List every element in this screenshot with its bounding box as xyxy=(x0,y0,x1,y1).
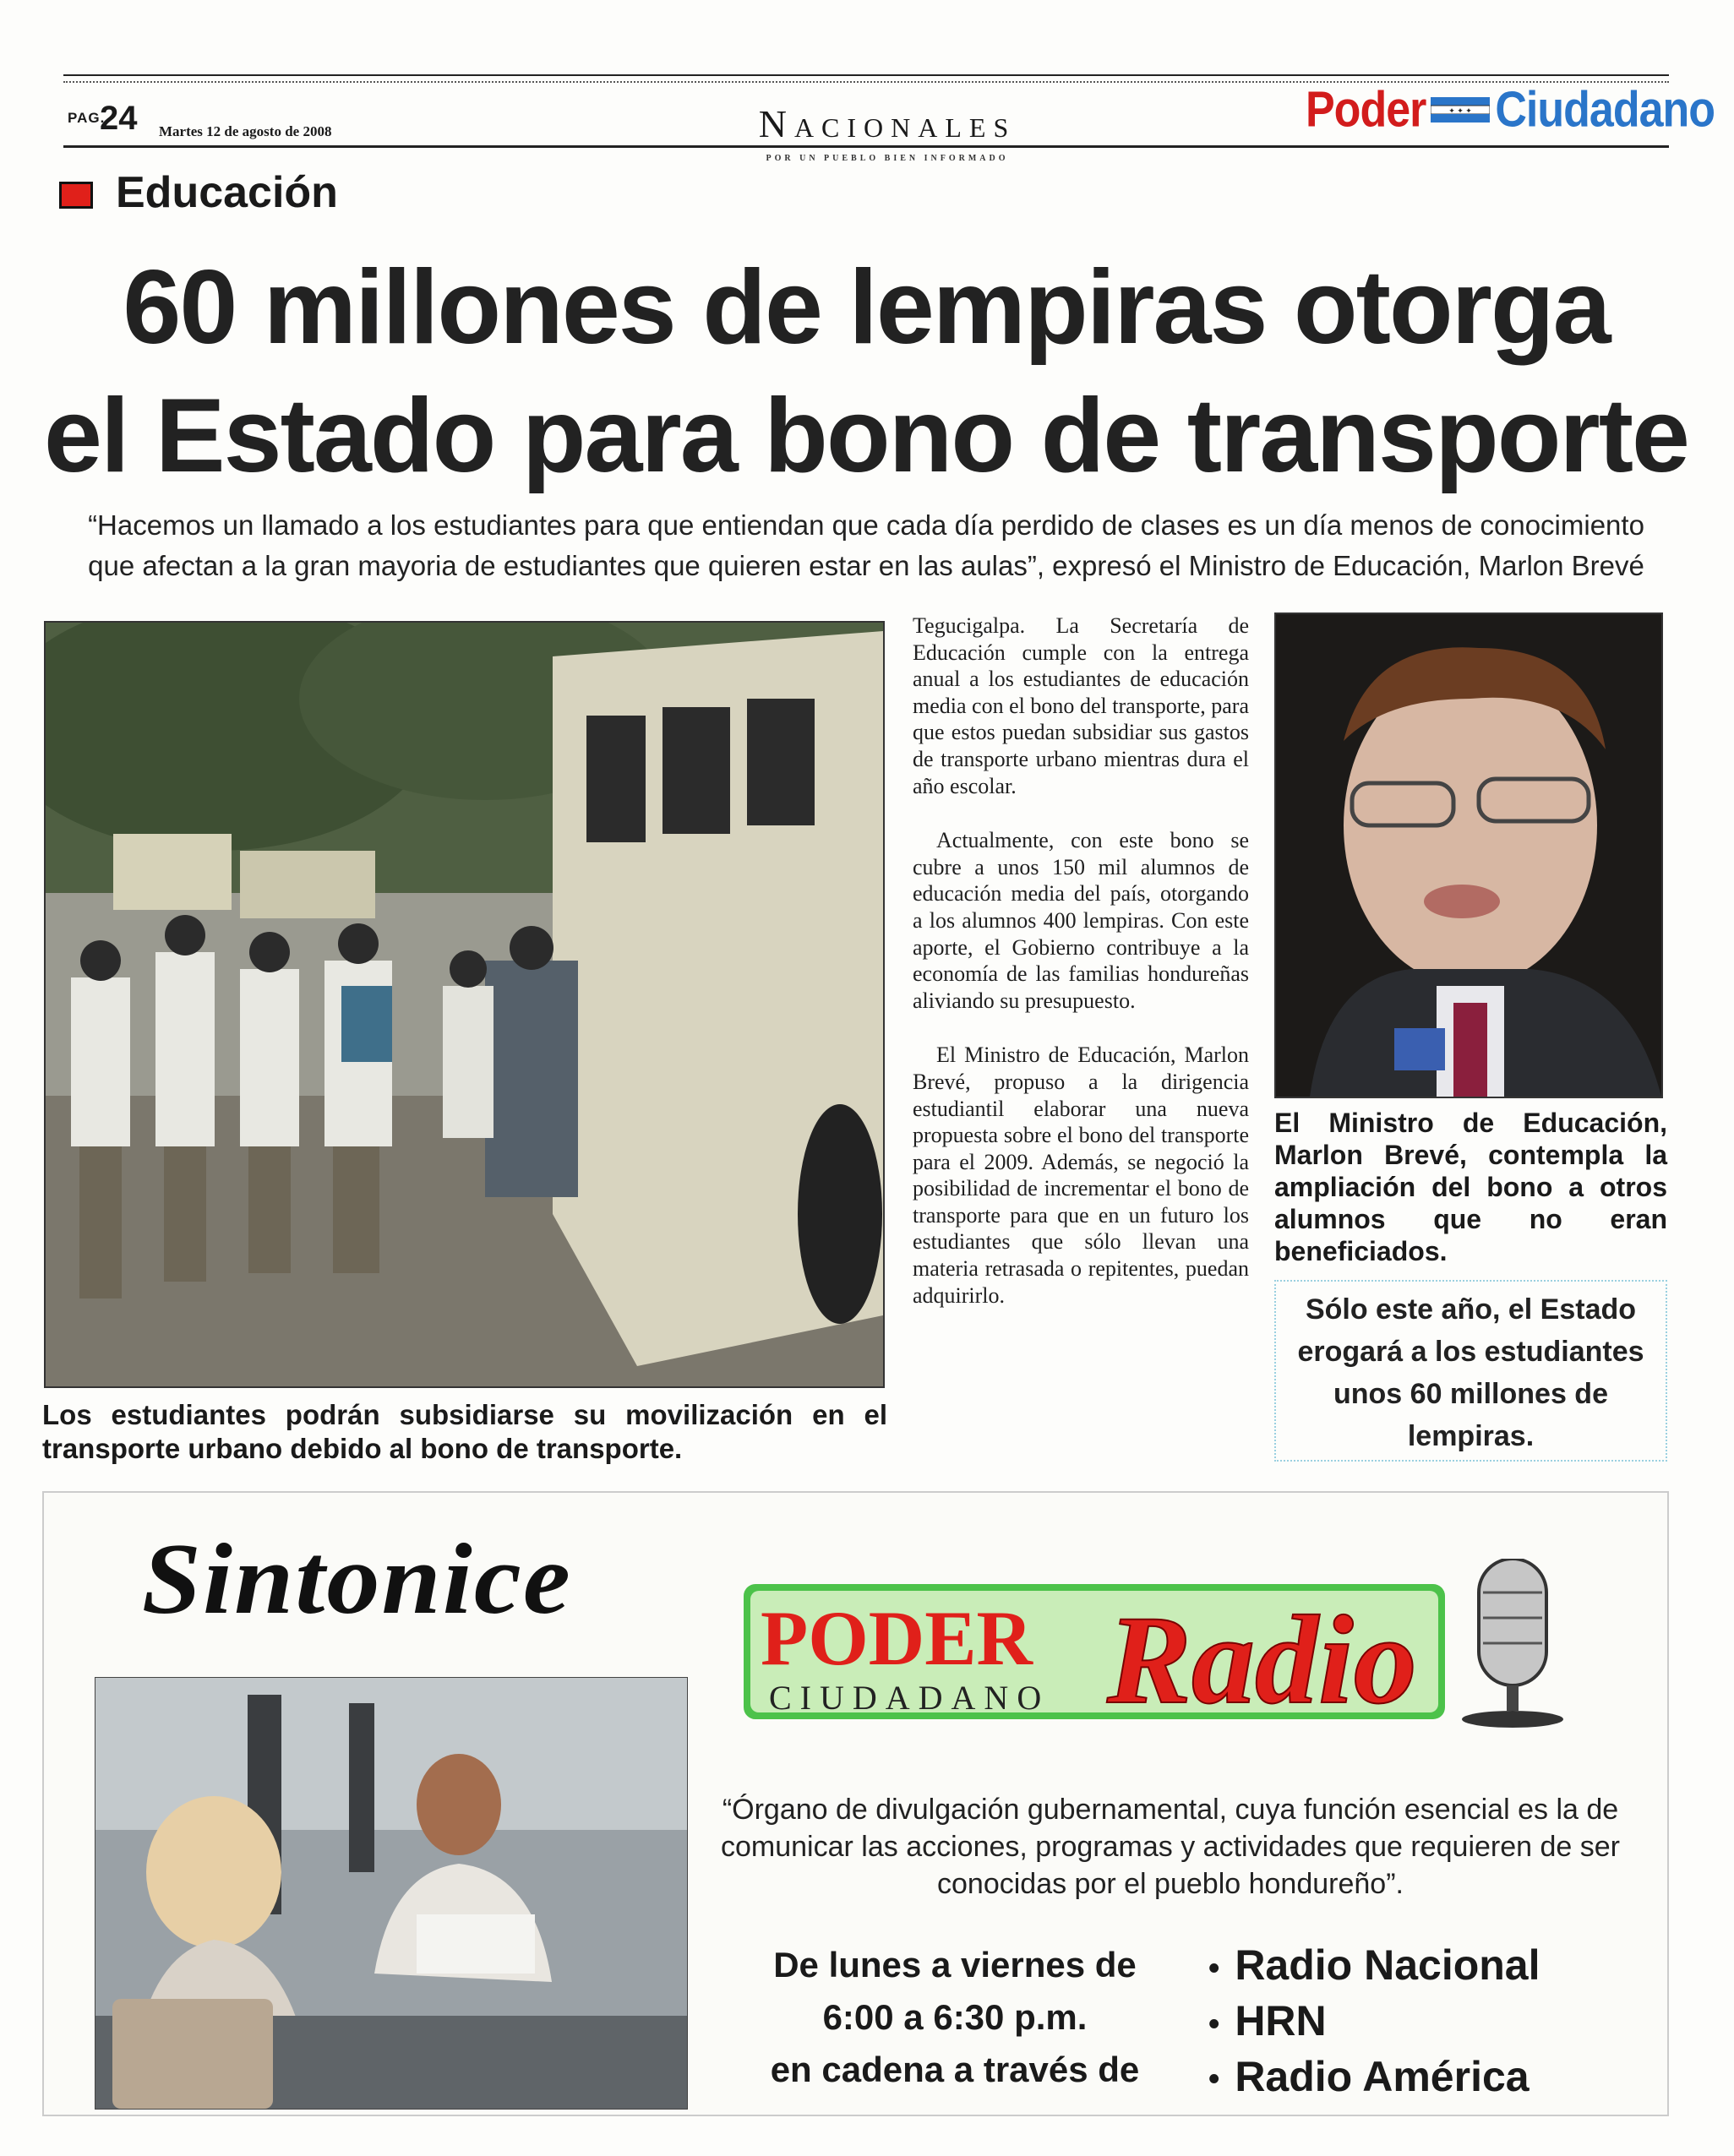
poder-ciudadano-radio-logo xyxy=(744,1559,1589,1728)
microphone-icon xyxy=(1462,1559,1563,1728)
ad-quote: “Órgano de divulgación gubernamental, cuya función esencial es la de comunicar las acciones, programas y actividades que requieren de ser conocidas por el pueblo hondureño”. xyxy=(721,1794,1620,1900)
page-label: PAG. xyxy=(68,110,106,126)
article-body xyxy=(913,612,1249,1337)
minister-photo-caption: El Ministro de Educación, Marlon Brevé, contempla la ampliación del bono a otros alumnos que no eran beneficiados. xyxy=(1274,1108,1667,1266)
radio-studio-photo xyxy=(95,1677,688,2110)
headline-line-1: 60 millones de lempiras otorga xyxy=(123,249,1610,366)
broadcast-schedule xyxy=(718,1939,1191,2096)
body-paragraph: Actualmente, con este bono se cubre a unos 150 mil alumnos de educación media del país, otorgando a los alumnos 400 lempiras. Con este aporte, el Gobierno contribuye a la economía de las familias hondureñas aliviando su presupuesto. xyxy=(913,828,1249,1013)
category-label: Educación xyxy=(116,168,338,217)
brand-ciudadano: Ciudadano xyxy=(1495,81,1715,139)
masthead-rule-top xyxy=(63,74,1669,76)
masthead-rule-dotted xyxy=(63,81,1669,83)
schedule-time: 6:00 a 6:30 p.m. xyxy=(822,1997,1088,2037)
logo-poder-text: PODER xyxy=(761,1595,1033,1681)
headline xyxy=(34,243,1699,500)
section-title: Nacionales xyxy=(758,102,1017,145)
station-list xyxy=(1208,1939,1648,2105)
body-paragraph: El Ministro de Educación, Marlon Brevé, propuso a la dirigencia estudiantil elaborar una nueva propuesta sobre el bono del transporte para el 2009. Además, se negoció la posibilidad de incrementar el bono de transporte para que en un futuro los estudiantes que sólo llevan una materia retrasada o repitentes, puedan adquirirlo. xyxy=(913,1043,1249,1308)
pull-quote: Sólo este año, el Estado erogará a los estudiantes unos 60 millones de lempiras. xyxy=(1274,1280,1667,1462)
section-tagline: POR UN PUEBLO BIEN INFORMADO xyxy=(766,154,1009,163)
deck-quote: “Hacemos un llamado a los estudiantes para que entiendan que cada día perdido de clases es un día menos de conocimiento que afectan a la gran mayoria de estudiantes que quieren estar en las aulas”, expresó el Ministro de Educación, Marlon Brevé xyxy=(88,509,1644,581)
page-number: 24 xyxy=(100,100,138,137)
schedule-days: De lunes a viernes de xyxy=(773,1945,1137,1984)
headline-line-2: el Estado para bono de transporte xyxy=(44,378,1688,494)
issue-date: Martes 12 de agosto de 2008 xyxy=(159,123,332,139)
masthead-rule-bottom xyxy=(63,145,1669,148)
svg-text:✦ ✦ ✦: ✦ ✦ ✦ xyxy=(1448,106,1473,115)
logo-radio-text: Radio xyxy=(1107,1590,1417,1728)
category-marker-icon xyxy=(59,182,93,209)
station-item: • HRN xyxy=(1208,1995,1648,2050)
body-paragraph: Tegucigalpa. La Secretaría de Educación cumple con la entrega anual a los estudiantes de educación media con el bono del transporte, para que estos puedan subsidiar sus gastos de transporte urbano mientras dura el año escolar. xyxy=(913,613,1249,798)
bus-photo-caption: Los estudiantes podrán subsidiarse su movilización en el transporte urbano debido al bono de transporte. xyxy=(42,1399,887,1464)
flag-icon xyxy=(1431,97,1490,122)
brand-logo xyxy=(1306,81,1715,139)
minister-portrait-photo xyxy=(1274,612,1663,1098)
logo-ciudadano-text: CIUDADANO xyxy=(769,1679,1050,1717)
schedule-network: en cadena a través de xyxy=(770,2050,1140,2089)
brand-poder: Poder xyxy=(1306,81,1426,139)
station-item: • Radio Nacional xyxy=(1208,1939,1648,1995)
station-item: • Radio América xyxy=(1208,2050,1648,2106)
students-bus-photo xyxy=(44,621,885,1388)
ad-title: Sintonice xyxy=(141,1522,572,1635)
